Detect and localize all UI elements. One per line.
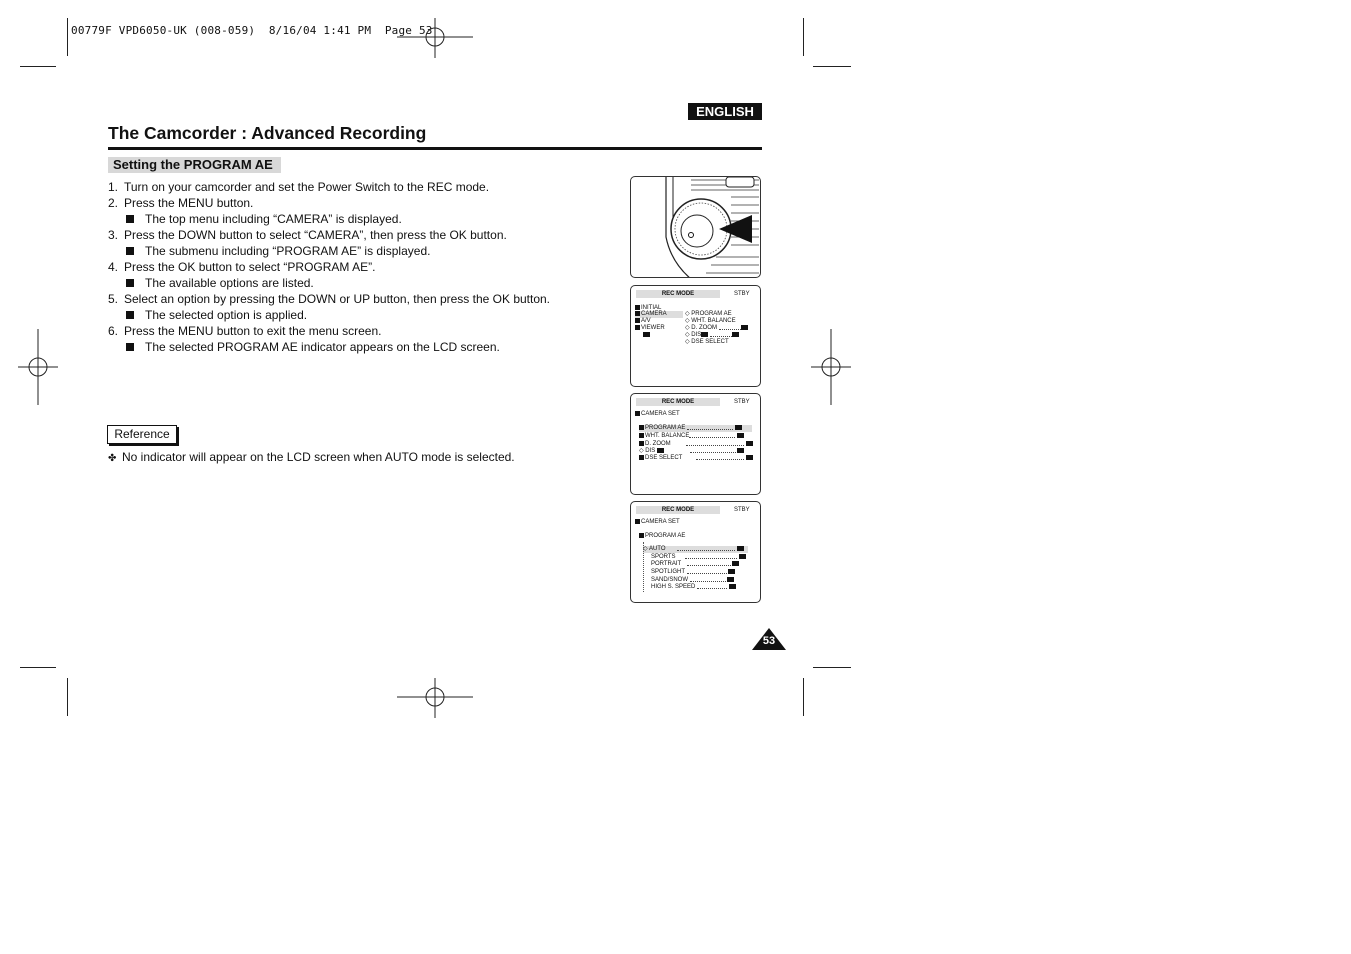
crop-mark — [803, 18, 804, 56]
mode-dial-icon — [631, 177, 761, 278]
crop-mark — [67, 18, 68, 56]
reference-label: Reference — [107, 425, 177, 444]
camera-icon — [635, 411, 640, 416]
crop-mark — [20, 667, 56, 668]
camera-set-item: PROGRAM AE — [639, 425, 752, 432]
registration-mark-right — [811, 329, 851, 405]
sports-icon — [739, 554, 746, 559]
bullet-square-icon — [126, 279, 134, 287]
menu-item-camera: CAMERA — [635, 311, 683, 318]
program-ae-icon — [639, 425, 644, 430]
screen-header: REC MODE — [636, 398, 720, 406]
step-text: Select an option by pressing the DOWN or UP button, then press the OK button. — [124, 292, 551, 306]
crop-mark — [67, 678, 68, 716]
setting-icon — [746, 455, 753, 460]
auto-icon — [737, 546, 744, 551]
lcd-screen-program-ae — [630, 501, 761, 603]
step-text: Press the DOWN button to select “CAMERA”, then press the OK button. — [124, 228, 507, 242]
screen-status: STBY — [734, 507, 750, 513]
step-number: 2. — [108, 196, 119, 210]
program-ae-option: SPORTS — [651, 554, 746, 561]
crop-mark — [20, 66, 56, 67]
tape-icon — [643, 332, 650, 339]
viewer-icon — [635, 325, 640, 330]
bullet-square-icon — [126, 343, 134, 351]
wb-icon — [639, 433, 644, 438]
print-header: 00779F VPD6050-UK (008-059) 8/16/04 1:41 PM Page 53 — [71, 24, 433, 37]
screen-sub-title: PROGRAM AE — [639, 533, 685, 540]
menu-item-viewer: VIEWER — [635, 325, 665, 332]
step-result-text: The submenu including “PROGRAM AE” is displayed. — [145, 244, 431, 258]
spotlight-icon — [728, 569, 735, 574]
setting-icon — [735, 425, 742, 430]
program-ae-option: ◇ AUTO — [643, 546, 748, 553]
setting-icon — [746, 441, 753, 446]
bullet-square-icon — [126, 247, 134, 255]
submenu-item: ◇ PROGRAM AE — [685, 311, 732, 317]
camera-icon — [635, 519, 640, 524]
screen-group-title: CAMERA SET — [635, 519, 680, 526]
dis-icon — [701, 332, 708, 337]
initial-icon — [635, 305, 640, 310]
step-result-text: The selected option is applied. — [145, 308, 308, 322]
section-title: Setting the PROGRAM AE — [108, 157, 281, 173]
crop-mark — [803, 678, 804, 716]
tree-line — [643, 542, 645, 592]
registration-mark-left — [18, 329, 58, 405]
step-text: Press the MENU button to exit the menu screen. — [124, 324, 382, 338]
submenu-item: ◇ DIS — [685, 332, 739, 339]
dse-icon — [639, 455, 644, 460]
screen-header: REC MODE — [636, 290, 720, 298]
camera-icon — [635, 311, 640, 316]
portrait-icon — [732, 561, 739, 566]
av-icon — [635, 318, 640, 323]
step-number: 1. — [108, 180, 119, 194]
lcd-screen-top-menu — [630, 285, 761, 387]
setting-icon — [737, 433, 744, 438]
submenu-item: ◇ WHT. BALANCE — [685, 318, 736, 324]
setting-icon — [737, 448, 744, 453]
step-number: 3. — [108, 228, 119, 242]
registration-mark-bottom — [397, 678, 473, 718]
screen-header: REC MODE — [636, 506, 720, 514]
sand-snow-icon — [727, 577, 734, 582]
crop-mark — [813, 667, 851, 668]
program-ae-option: HIGH S. SPEED — [651, 584, 736, 591]
step-text: Press the OK button to select “PROGRAM AE”. — [124, 260, 376, 274]
camera-set-item: DSE SELECT — [639, 455, 753, 462]
camcorder-dial-illustration — [630, 176, 761, 278]
submenu-item: ◇ D. ZOOM — [685, 325, 748, 332]
setting-icon — [741, 325, 748, 330]
camera-set-item: D. ZOOM — [639, 441, 753, 448]
screen-status: STBY — [734, 291, 750, 297]
crop-mark — [813, 66, 851, 67]
camera-set-item: WHT. BALANCE — [639, 433, 744, 440]
note-mark-icon: ✤ — [108, 453, 117, 464]
screen-group-title: CAMERA SET — [635, 411, 680, 418]
step-result-text: The available options are listed. — [145, 276, 314, 290]
step-number: 5. — [108, 292, 119, 306]
program-ae-icon — [639, 533, 644, 538]
language-badge: ENGLISH — [688, 103, 762, 120]
bullet-square-icon — [126, 311, 134, 319]
program-ae-option: PORTRAIT — [651, 561, 739, 568]
camera-set-item: ◇ DIS — [639, 448, 744, 455]
lcd-screen-camera-set — [630, 393, 761, 495]
title-rule — [108, 147, 762, 150]
program-ae-option: SAND/SNOW — [651, 577, 734, 584]
menu-item-initial: INITIAL — [635, 305, 661, 312]
program-ae-option: SPOTLIGHT — [651, 569, 735, 576]
reference-note-text: No indicator will appear on the LCD screen when AUTO mode is selected. — [122, 450, 515, 464]
reference-note — [108, 450, 515, 464]
bullet-square-icon — [126, 215, 134, 223]
step-text: Press the MENU button. — [124, 196, 254, 210]
step-number: 4. — [108, 260, 119, 274]
screen-status: STBY — [734, 399, 750, 405]
menu-item-av: A/V — [635, 318, 651, 325]
high-speed-icon — [729, 584, 736, 589]
page-title: The Camcorder : Advanced Recording — [108, 123, 427, 143]
step-text: Turn on your camcorder and set the Power Switch to the REC mode. — [124, 180, 490, 194]
zoom-icon — [639, 441, 644, 446]
step-result-text: The top menu including “CAMERA” is displayed. — [145, 212, 402, 226]
dis-icon — [657, 448, 664, 453]
submenu-item: ◇ DSE SELECT — [685, 339, 729, 345]
setting-icon — [732, 332, 739, 337]
page-number: 53 — [762, 635, 776, 647]
step-number: 6. — [108, 324, 119, 338]
step-result-text: The selected PROGRAM AE indicator appears on the LCD screen. — [145, 340, 500, 354]
